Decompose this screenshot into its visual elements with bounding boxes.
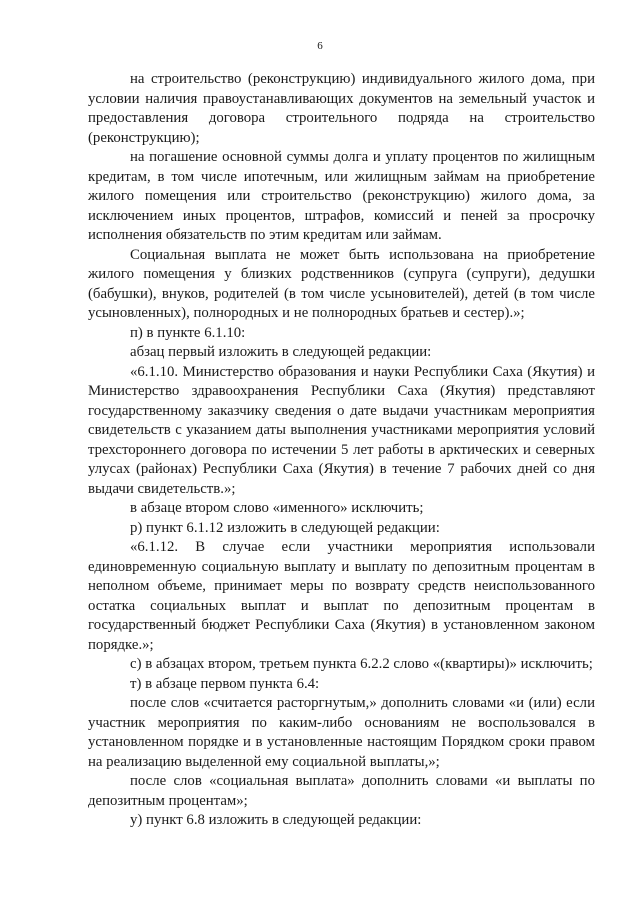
paragraph: «6.1.10. Министерство образования и науки Республики Саха (Якутия) и Министерство здравоохранения Республики Саха (Якутия) представляют государственному заказчику сведения о дате выдачи участникам мероприятия свидетельств с указанием даты выполнения участниками мероприятия условий трехстороннего договора по истечении 5 лет работы в арктических и северных улусах (районах) Республики Саха (Якутия) в течение 7 рабочих дней со дня выдачи свидетельств.»; bbox=[88, 363, 595, 497]
paragraph: после слов «считается расторгнутым,» дополнить словами «и (или) если участник мероприятия по каким-либо основаниям не воспользовался в установленном порядке и в установленные настоящим Порядком сроки правом на реализацию выделенной ему социальной выплаты,»; bbox=[88, 695, 595, 770]
paragraph: у) пункт 6.8 изложить в следующей редакции: bbox=[130, 812, 422, 828]
paragraph: п) в пункте 6.1.10: bbox=[130, 324, 246, 341]
paragraph: Социальная выплата не может быть использована на приобретение жилого помещения у близких родственников (супруга (супруги), дедушки (бабушки), внуков, родителей (в том числе усыновителей), детей (в том числе усыновленных), полнородных и не полнородных братьев и сестер).»; bbox=[88, 246, 595, 321]
page-number: 6 bbox=[317, 40, 323, 52]
paragraph: т) в абзаце первом пункта 6.4: bbox=[130, 675, 320, 692]
document-body bbox=[88, 70, 595, 831]
paragraph: с) в абзацах втором, третьем пункта 6.2.2 слово «(квартиры)» исключить; bbox=[130, 656, 593, 672]
paragraph: на погашение основной суммы долга и уплату процентов по жилищным кредитам, в том числе ипотечным, или жилищным займам на приобретение жилого помещения или строительство (реконструкцию) жилого дома, за исключением иных процентов, штрафов, комиссий и пеней за просрочку исполнения обязательств по этим кредитам или займам. bbox=[88, 149, 595, 243]
paragraph: в абзаце втором слово «именного» исключить; bbox=[130, 500, 424, 516]
paragraph: р) пункт 6.1.12 изложить в следующей редакции: bbox=[130, 519, 440, 536]
paragraph: «6.1.12. В случае если участники мероприятия использовали единовременную социальную выплату и выплату по депозитным процентам в неполном объеме, принимает меры по возврату средств неиспользованного остатка социальных выплат и выплат по депозитным процентам в государственный бюджет Республики Саха (Якутия) в установленном законом порядке.»; bbox=[88, 539, 595, 653]
paragraph: после слов «социальная выплата» дополнить словами «и выплаты по депозитным процентам»; bbox=[88, 773, 595, 809]
paragraph: абзац первый изложить в следующей редакции: bbox=[130, 344, 432, 360]
paragraph: на строительство (реконструкцию) индивидуального жилого дома, при условии наличия правоустанавливающих документов на земельный участок и предоставления договора строительного подряда на строительство (реконструкцию); bbox=[88, 71, 595, 146]
